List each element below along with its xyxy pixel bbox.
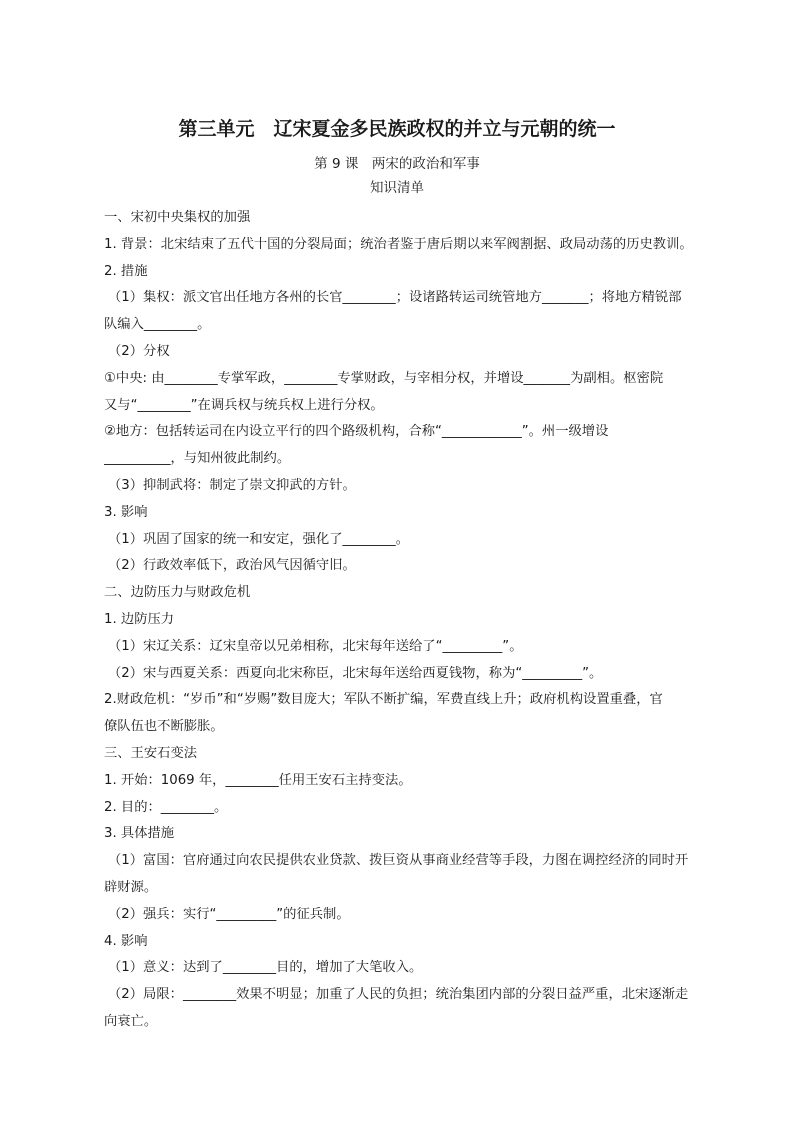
text-line: 3. 具体措施 <box>104 826 175 842</box>
document-body <box>104 205 720 1036</box>
text-line: 僚队伍也不断膨胀。 <box>104 719 224 735</box>
heading-line: 二、边防压力与财政危机 <box>104 585 251 601</box>
heading-line: 三、王安石变法 <box>104 745 198 761</box>
text-line: （2）宋与西夏关系：西夏向北宋称臣，北宋每年送给西夏钱物，称为“_________”。 <box>108 665 603 681</box>
text-line: ②地方：包括转运司在内设立平行的四个路级机构，合称“____________”。州一级增设 <box>104 424 609 440</box>
section-heading: 知识清单 <box>370 180 424 196</box>
text-line: （1）宋辽关系：辽宋皇帝以兄弟相称，北宋每年送给了“_________”。 <box>108 638 523 654</box>
unit-title: 第三单元 辽宋夏金多民族政权的并立与元朝的统一 <box>178 118 616 140</box>
text-line: （1）集权：派文官出任地方各州的长官________；设诸路转运司统管地方_______；将地方精锐部 <box>108 290 682 306</box>
text-line: 2.财政危机：“岁币”和“岁赐”数目庞大；军队不断扩编，军费直线上升；政府机构设置重叠，官 <box>104 692 663 708</box>
text-line: 队编入________。 <box>104 317 211 333</box>
text-line: 1. 边防压力 <box>104 611 175 627</box>
text-line: 4. 影响 <box>104 933 148 949</box>
text-line: 向衰亡。 <box>104 1013 158 1029</box>
text-line: 2. 措施 <box>104 263 148 279</box>
text-line: （2）分权 <box>108 343 170 359</box>
text-line: （2）行政效率低下，政治风气因循守旧。 <box>108 558 356 574</box>
lesson-title: 第 9 课 两宋的政治和军事 <box>314 156 480 172</box>
text-line: 1. 开始：1069 年，________任用王安石主持变法。 <box>104 772 412 788</box>
text-line: （2）局限：________效果不明显；加重了人民的负担；统治集团内部的分裂日益严重，北宋逐渐走 <box>108 987 689 1003</box>
text-line: （1）巩固了国家的统一和安定，强化了________。 <box>108 531 409 547</box>
text-line: 2. 目的：________。 <box>104 799 228 815</box>
text-line: 辟财源。 <box>104 879 158 895</box>
text-line: 3. 影响 <box>104 504 148 520</box>
text-line: ①中央: 由________专掌军政，________专掌财政，与宰相分权，并增设_______为副相。枢密院 <box>104 370 664 386</box>
text-line: 又与“________”在调兵权与统兵权上进行分权。 <box>104 397 384 413</box>
text-line: （2）强兵：实行“_________”的征兵制。 <box>108 906 350 922</box>
text-line: 1. 背景：北宋结束了五代十国的分裂局面；统治者鉴于唐后期以来军阀割据、政局动荡的历史教训。 <box>104 236 693 252</box>
text-line: （3）抑制武将：制定了崇文抑武的方针。 <box>108 477 356 493</box>
text-line: （1）富国：官府通过向农民提供农业贷款、拨巨资从事商业经营等手段，力图在调控经济的同时开 <box>108 853 689 869</box>
text-line: __________，与知州彼此制约。 <box>104 451 291 467</box>
text-line: （1）意义：达到了________目的，增加了大笔收入。 <box>108 960 423 976</box>
heading-line: 一、宋初中央集权的加强 <box>104 210 251 225</box>
